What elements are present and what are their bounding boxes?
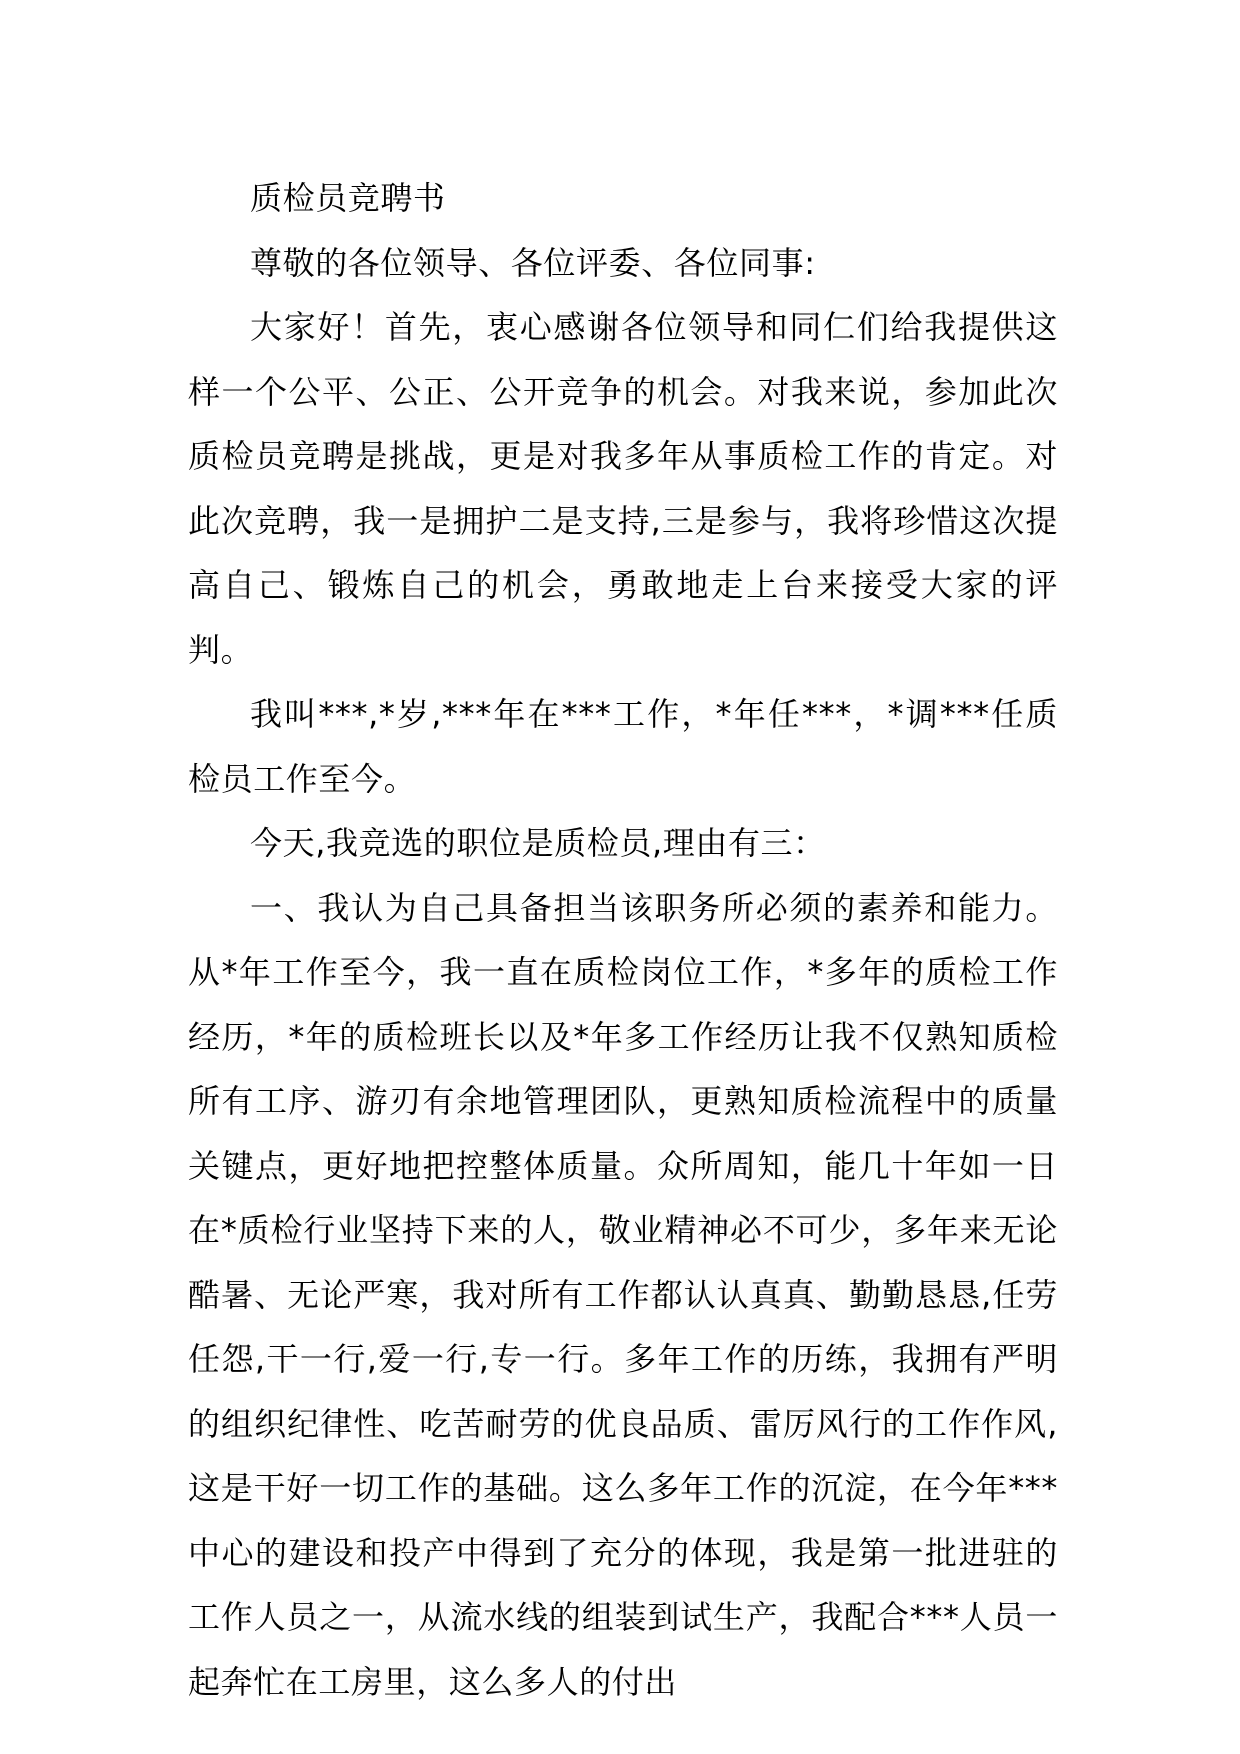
salutation-paragraph: 尊敬的各位领导、各位评委、各位同事: [250, 243, 816, 282]
body-paragraph: 我叫***,*岁,***年在***工作，*年任***，*调***任质检员工作至今。 [188, 695, 1058, 798]
document-title: 质检员竞聘书 [250, 179, 446, 217]
body-paragraph: 今天,我竞选的职位是质检员,理由有三： [250, 824, 826, 862]
document-page [188, 166, 1058, 1714]
body-paragraph: 一、我认为自己具备担当该职务所必须的素养和能力。从*年工作至今，我一直在质检岗位工作，*多年的质检工作经历，*年的质检班长以及*年多工作经历让我不仅熟知质检所有工序、游刃有余地管理团队，更熟知质检流程中的质量关键点，更好地把控整体质量。众所周知，能几十年如一日在*质检行业坚持下来的人，敬业精神必不可少，多年来无论酷暑、无论严寒，我对所有工作都认认真真、勤勤恳恳,任劳任怨,干一行,爱一行,专一行。多年工作的历练，我拥有严明的组织纪律性、吃苦耐劳的优良品质、雷厉风行的工作作风,这是干好一切工作的基础。这么多年工作的沉淀，在今年***中心的建设和投产中得到了充分的体现，我是第一批进驻的工作人员之一，从流水线的组装到试生产，我配合***人员一起奔忙在工房里，这么多人的付出 [188, 888, 1058, 1701]
body-paragraph: 大家好！首先，衷心感谢各位领导和同仁们给我提供这样一个公平、公正、公开竞争的机会。对我来说，参加此次质检员竞聘是挑战，更是对我多年从事质检工作的肯定。对此次竞聘，我一是拥护二是支持,三是参与，我将珍惜这次提高自己、锻炼自己的机会，勇敢地走上台来接受大家的评判。 [188, 308, 1058, 669]
